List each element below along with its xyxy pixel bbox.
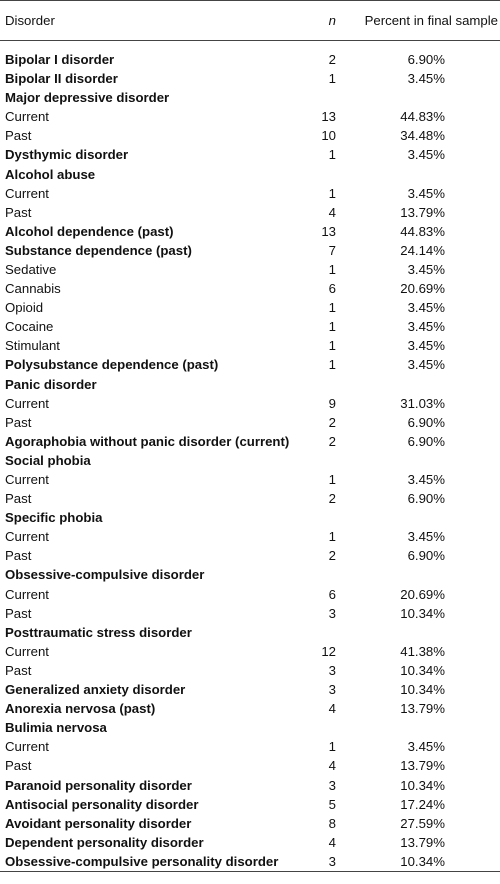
percent-cell: 24.14% <box>400 242 445 258</box>
table-row <box>0 852 500 872</box>
disorder-cell: Cocaine <box>5 319 54 335</box>
table-row <box>0 184 500 203</box>
percent-cell: 3.45% <box>407 357 445 373</box>
disorder-cell: Sedative <box>5 261 57 277</box>
percent-cell: 6.90% <box>407 52 445 67</box>
percent-cell: 20.69% <box>400 586 445 602</box>
n-cell: 4 <box>328 834 336 850</box>
n-cell <box>308 375 337 394</box>
table-row <box>0 661 500 680</box>
table-row <box>0 88 500 107</box>
n-cell: 4 <box>328 204 336 220</box>
n-cell: 7 <box>328 242 336 258</box>
disorder-cell: Current <box>5 643 49 659</box>
percent-cell: 10.34% <box>400 777 445 793</box>
n-cell: 1 <box>328 300 336 316</box>
percent-cell: 3.45% <box>407 147 445 163</box>
disorder-cell: Obsessive-compulsive personality disorder <box>0 852 308 872</box>
table-row <box>0 203 500 222</box>
disorder-cell: Past <box>5 414 32 430</box>
n-cell: 2 <box>328 414 336 430</box>
table-row <box>0 508 500 527</box>
disorder-cell: Panic disorder <box>5 376 97 392</box>
disorder-cell: Obsessive-compulsive disorder <box>5 567 205 583</box>
disorder-cell: Paranoid personality disorder <box>5 777 192 793</box>
table-row <box>0 298 500 317</box>
table-row <box>0 279 500 298</box>
disorder-cell: Past <box>5 548 32 564</box>
disorder-cell: Bipolar II disorder <box>5 71 118 87</box>
percent-cell <box>337 164 500 183</box>
percent-cell: 44.83% <box>400 109 445 125</box>
disorder-cell: Opioid <box>5 300 44 316</box>
percent-cell: 6.90% <box>407 491 445 507</box>
n-cell: 1 <box>328 739 336 755</box>
percent-cell: 44.83% <box>400 223 445 239</box>
disorder-cell: Current <box>5 395 49 411</box>
percent-cell <box>337 565 500 584</box>
n-cell <box>308 451 337 470</box>
n-cell: 13 <box>321 109 336 125</box>
disorder-cell: Past <box>5 128 32 144</box>
disorder-cell: Social phobia <box>5 452 91 468</box>
percent-cell: 6.90% <box>407 548 445 564</box>
percent-cell: 13.79% <box>400 701 445 717</box>
n-cell: 3 <box>328 662 336 678</box>
header-n: n <box>308 1 337 41</box>
n-cell: 3 <box>328 605 336 621</box>
table-row <box>0 756 500 775</box>
header-row <box>0 1 500 41</box>
table-row <box>0 737 500 756</box>
disorder-cell: Past <box>5 758 32 774</box>
table-row <box>0 260 500 279</box>
disorder-cell: Current <box>5 739 49 755</box>
disorder-cell: Current <box>5 472 49 488</box>
percent-cell: 3.45% <box>407 319 445 335</box>
table-header <box>0 1 500 41</box>
percent-cell: 10.34% <box>400 682 445 698</box>
disorder-cell: Current <box>5 529 49 545</box>
table-row <box>0 718 500 737</box>
percent-cell: 3.45% <box>407 529 445 545</box>
n-cell: 3 <box>328 777 336 793</box>
percent-cell: 3.45% <box>407 71 445 87</box>
table-row <box>0 413 500 432</box>
table-row <box>0 432 500 451</box>
disorder-cell: Current <box>5 185 49 201</box>
header-percent: Percent in final sample <box>337 1 500 41</box>
n-cell: 1 <box>328 261 336 277</box>
disorder-cell: Stimulant <box>5 338 60 354</box>
table-row <box>0 145 500 164</box>
percent-cell: 10.34% <box>400 662 445 678</box>
n-cell: 2 <box>328 491 336 507</box>
n-cell: 9 <box>328 395 336 411</box>
percent-cell: 3.45% <box>407 185 445 201</box>
percent-cell: 6.90% <box>407 433 445 449</box>
disorder-cell: Past <box>5 605 32 621</box>
percent-cell <box>337 451 500 470</box>
table-row <box>0 470 500 489</box>
n-cell: 12 <box>321 643 336 659</box>
disorder-cell: Current <box>5 586 49 602</box>
n-cell: 6 <box>328 281 336 297</box>
table-row <box>0 680 500 699</box>
disorder-cell: Dysthymic disorder <box>5 147 129 163</box>
table-row <box>0 699 500 718</box>
n-cell <box>308 88 337 107</box>
table-body <box>0 41 500 872</box>
n-cell: 4 <box>328 758 336 774</box>
disorder-cell: Antisocial personality disorder <box>5 796 199 812</box>
percent-cell: 13.79% <box>400 758 445 774</box>
n-cell: 2 <box>328 433 336 449</box>
percent-cell: 3.45% <box>407 338 445 354</box>
disorder-cell: Avoidant personality disorder <box>5 815 192 831</box>
n-cell: 1 <box>328 472 336 488</box>
n-cell: 13 <box>321 223 336 239</box>
percent-cell: 6.90% <box>407 414 445 430</box>
table-row <box>0 241 500 260</box>
table-row <box>0 451 500 470</box>
percent-cell: 3.45% <box>407 739 445 755</box>
percent-cell: 41.38% <box>400 643 445 659</box>
n-cell: 1 <box>328 147 336 163</box>
table-row <box>0 41 500 70</box>
disorder-cell: Alcohol abuse <box>5 166 96 182</box>
disorder-cell: Past <box>5 491 32 507</box>
n-cell: 10 <box>321 128 336 144</box>
n-cell: 3 <box>308 852 337 872</box>
disorder-cell: Bipolar I disorder <box>5 52 115 67</box>
disorder-cell: Cannabis <box>5 281 61 297</box>
disorder-cell: Past <box>5 204 32 220</box>
n-cell <box>308 565 337 584</box>
n-cell: 5 <box>328 796 336 812</box>
percent-cell: 34.48% <box>400 128 445 144</box>
n-cell <box>308 623 337 642</box>
table-row <box>0 546 500 565</box>
disorder-cell: Anorexia nervosa (past) <box>5 701 156 717</box>
n-cell <box>308 508 337 527</box>
disorder-cell: Major depressive disorder <box>5 90 170 106</box>
table-row <box>0 394 500 413</box>
table-row <box>0 565 500 584</box>
table-row <box>0 317 500 336</box>
disorder-cell: Polysubstance dependence (past) <box>5 357 219 373</box>
table-row <box>0 623 500 642</box>
n-cell: 1 <box>328 357 336 373</box>
percent-cell: 17.24% <box>400 796 445 812</box>
table-row <box>0 126 500 145</box>
table-row <box>0 222 500 241</box>
n-cell: 1 <box>328 319 336 335</box>
table-row <box>0 795 500 814</box>
n-cell <box>308 718 337 737</box>
n-cell: 1 <box>328 529 336 545</box>
table-row <box>0 833 500 852</box>
percent-cell: 10.34% <box>400 605 445 621</box>
percent-cell: 13.79% <box>400 834 445 850</box>
percent-cell: 27.59% <box>400 815 445 831</box>
table-row <box>0 336 500 355</box>
n-cell: 1 <box>328 71 336 87</box>
n-cell: 6 <box>328 586 336 602</box>
disorder-cell: Bulimia nervosa <box>5 720 107 736</box>
table-row <box>0 489 500 508</box>
percent-cell: 3.45% <box>407 261 445 277</box>
table-row <box>0 604 500 623</box>
disorder-cell: Dependent personality disorder <box>5 834 204 850</box>
disorder-cell: Alcohol dependence (past) <box>5 223 174 239</box>
table-row <box>0 107 500 126</box>
n-cell <box>308 164 337 183</box>
n-cell: 8 <box>328 815 336 831</box>
percent-cell <box>337 718 500 737</box>
n-cell: 2 <box>328 548 336 564</box>
percent-cell <box>337 88 500 107</box>
table-row <box>0 164 500 183</box>
percent-cell <box>337 623 500 642</box>
disorder-cell: Past <box>5 662 32 678</box>
disorder-cell: Generalized anxiety disorder <box>5 682 186 698</box>
percent-cell <box>337 375 500 394</box>
n-cell: 1 <box>328 185 336 201</box>
table-row <box>0 585 500 604</box>
table-row <box>0 814 500 833</box>
percent-cell: 3.45% <box>407 300 445 316</box>
header-disorder: Disorder <box>0 1 308 41</box>
disorder-cell: Current <box>5 109 49 125</box>
disorder-cell: Substance dependence (past) <box>5 242 192 258</box>
n-cell: 4 <box>328 701 336 717</box>
percent-cell: 20.69% <box>400 281 445 297</box>
percent-cell: 3.45% <box>407 472 445 488</box>
table-row <box>0 355 500 374</box>
table-row <box>0 527 500 546</box>
table-row <box>0 775 500 794</box>
percent-cell: 10.34% <box>337 852 500 872</box>
n-cell: 1 <box>328 338 336 354</box>
percent-cell <box>337 508 500 527</box>
table-row <box>0 642 500 661</box>
n-cell: 3 <box>328 682 336 698</box>
table-row <box>0 375 500 394</box>
table-row <box>0 69 500 88</box>
disorder-cell: Agoraphobia without panic disorder (current) <box>5 433 290 449</box>
disorder-cell: Specific phobia <box>5 510 103 526</box>
n-cell: 2 <box>328 52 336 67</box>
percent-cell: 13.79% <box>400 204 445 220</box>
percent-cell: 31.03% <box>400 395 445 411</box>
disorder-cell: Posttraumatic stress disorder <box>5 624 192 640</box>
